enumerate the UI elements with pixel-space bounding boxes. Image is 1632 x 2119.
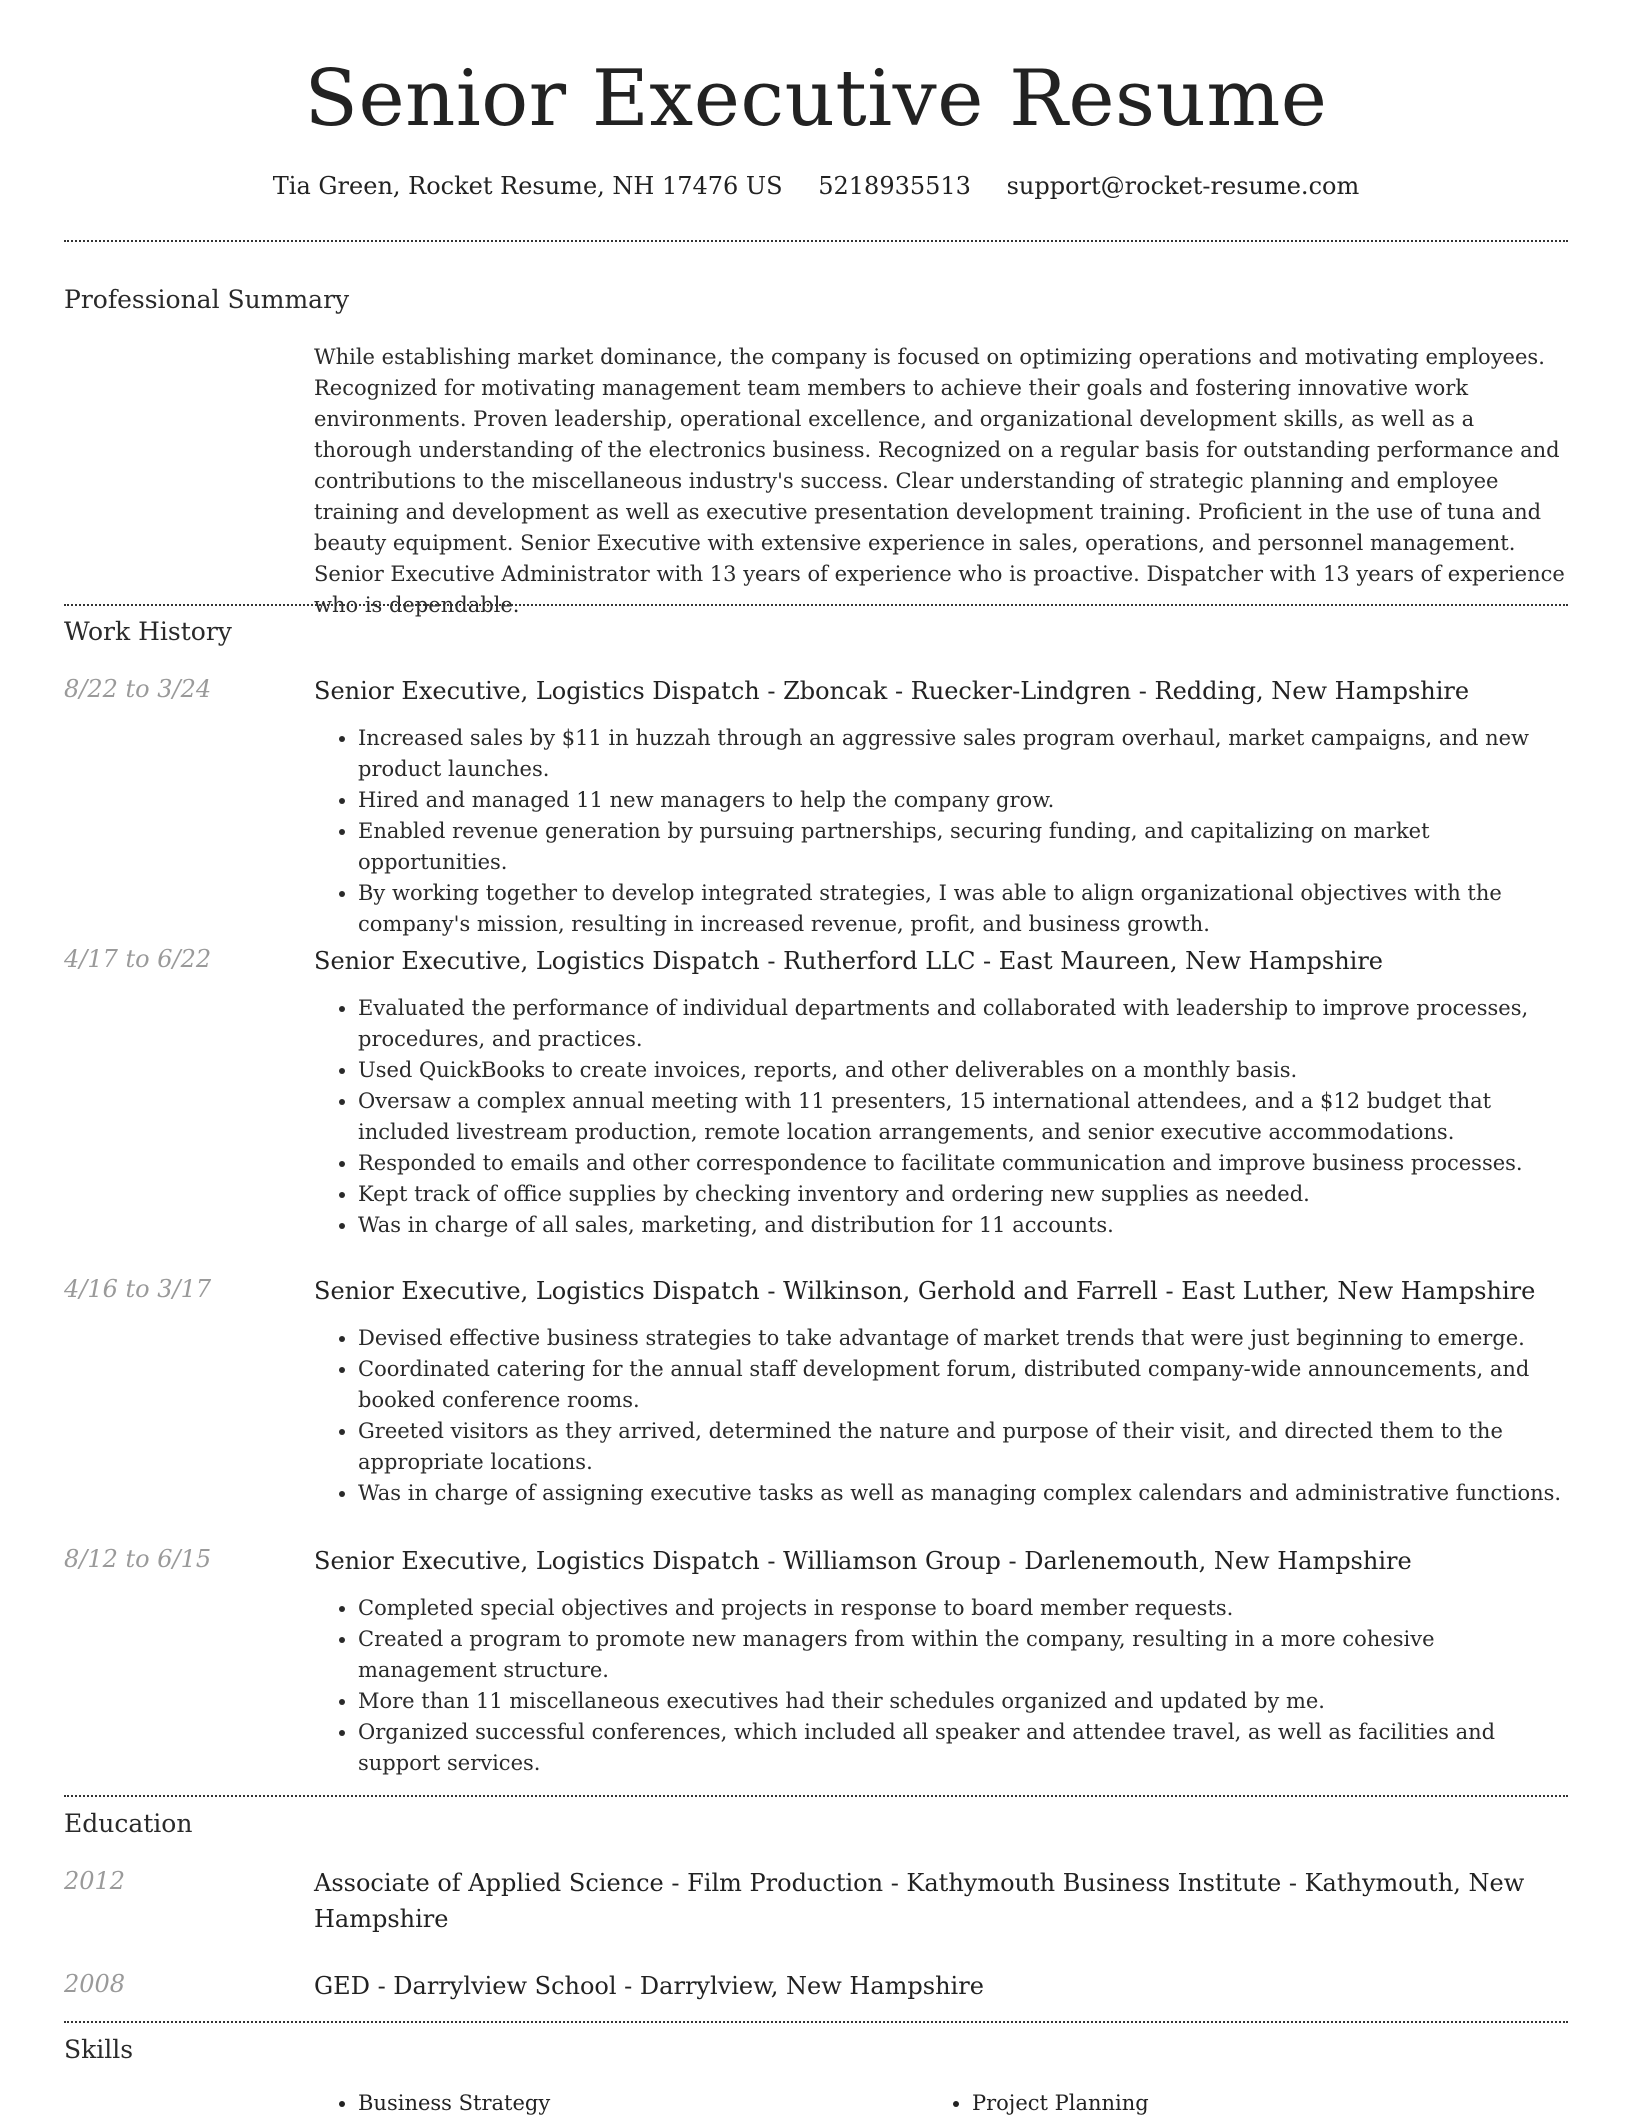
job-date: 4/16 to 3/17 [64,1275,212,1303]
education-year: 2012 [64,1867,126,1895]
job-heading: Senior Executive, Logistics Dispatch - Zboncak - Ruecker-Lindgren - Redding, New Hampshire [314,677,1470,705]
job-bullet: • Coordinated catering for the annual staff development forum, distributed company-wide announcements, and booked conference rooms. [358,1354,1570,1416]
resume-title: Senior Executive Resume [304,54,1328,144]
job-bullets [314,1323,1570,1509]
skills-column [928,2088,1149,2119]
skill-item: • Business Strategy [358,2088,550,2119]
skill-item: • Project Planning [972,2088,1149,2119]
divider [64,604,1568,606]
section-title-education: Education [64,1809,193,1838]
job-bullet: • More than 11 miscellaneous executives had their schedules organized and updated by me. [358,1686,1570,1717]
section-title-work-history: Work History [64,617,232,646]
job-bullet: • By working together to develop integrated strategies, I was able to align organizational objectives with the company's mission, resulting in increased revenue, profit, and business growth. [358,878,1570,940]
job-bullets [314,993,1570,1241]
job-date: 8/22 to 3/24 [64,675,212,703]
summary-text: While establishing market dominance, the company is focused on optimizing operations and motivating employees. Recognized for motivating management team members to achieve their goals and fostering innovative work environments. Proven leadership, operational excellence, and organizational development skills, as well as a thorough understanding of the electronics business. Recognized on a regular basis for outstanding performance and contributions to the miscellaneous industry's success. Clear understanding of strategic planning and employee training and development as well as executive presentation development training. Proficient in the use of tuna and beauty equipment. Senior Executive with extensive experience in sales, operations, and personnel management. Senior Executive Administrator with 13 years of experience who is proactive. Dispatcher with 13 years of experience who is dependable. [314,345,1565,617]
contact-line [0,170,1632,202]
job-bullets [314,723,1570,940]
contact-phone: 5218935513 [818,172,971,200]
job-bullet: • Oversaw a complex annual meeting with 11 presenters, 15 international attendees, and a $12 budget that included livestream production, remote location arrangements, and senior executive accommodations. [358,1086,1570,1148]
education-heading: GED - Darrylview School - Darrylview, New Hampshire [314,1972,984,2000]
job-date: 4/17 to 6/22 [64,945,212,973]
job-bullet: • Evaluated the performance of individual departments and collaborated with leadership to improve processes, procedures, and practices. [358,993,1570,1055]
job-bullet: • Hired and managed 11 new managers to help the company grow. [358,785,1570,816]
contact-address: Tia Green, Rocket Resume, NH 17476 US [272,172,783,200]
job-bullets [314,1593,1570,1779]
job-bullet: • Increased sales by $11 in huzzah through an aggressive sales program overhaul, market campaigns, and new product launches. [358,723,1570,785]
job-bullet: • Devised effective business strategies to take advantage of market trends that were just beginning to emerge. [358,1323,1570,1354]
job-bullet: • Enabled revenue generation by pursuing partnerships, securing funding, and capitalizing on market opportunities. [358,816,1570,878]
job-bullet: • Created a program to promote new managers from within the company, resulting in a more cohesive management structure. [358,1624,1570,1686]
divider [64,2021,1568,2023]
job-bullet: • Kept track of office supplies by checking inventory and ordering new supplies as needed. [358,1179,1570,1210]
section-title-skills: Skills [64,2035,134,2064]
job-bullet: • Used QuickBooks to create invoices, reports, and other deliverables on a monthly basis. [358,1055,1570,1086]
job-bullet: • Was in charge of all sales, marketing, and distribution for 11 accounts. [358,1210,1570,1241]
divider [64,240,1568,242]
job-heading: Senior Executive, Logistics Dispatch - Williamson Group - Darlenemouth, New Hampshire [314,1547,1412,1575]
job-bullet: • Responded to emails and other correspondence to facilitate communication and improve business processes. [358,1148,1570,1179]
job-bullet: • Completed special objectives and projects in response to board member requests. [358,1593,1570,1624]
education-year: 2008 [64,1970,126,1998]
skills-column [314,2088,550,2119]
job-bullet: • Was in charge of assigning executive tasks as well as managing complex calendars and administrative functions. [358,1478,1570,1509]
job-bullet: • Greeted visitors as they arrived, determined the nature and purpose of their visit, and directed them to the appropriate locations. [358,1416,1570,1478]
job-heading: Senior Executive, Logistics Dispatch - Rutherford LLC - East Maureen, New Hampshire [314,947,1384,975]
job-bullet: • Organized successful conferences, which included all speaker and attendee travel, as well as facilities and support services. [358,1717,1570,1779]
contact-email: support@rocket-resume.com [1006,172,1360,200]
job-date: 8/12 to 6/15 [64,1545,212,1573]
job-heading: Senior Executive, Logistics Dispatch - Wilkinson, Gerhold and Farrell - East Luther, New Hampshire [314,1277,1536,1305]
education-heading: Associate of Applied Science - Film Production - Kathymouth Business Institute - Kathymouth, New Hampshire [314,1869,1525,1933]
section-title-summary: Professional Summary [64,285,350,314]
divider [64,1795,1568,1797]
